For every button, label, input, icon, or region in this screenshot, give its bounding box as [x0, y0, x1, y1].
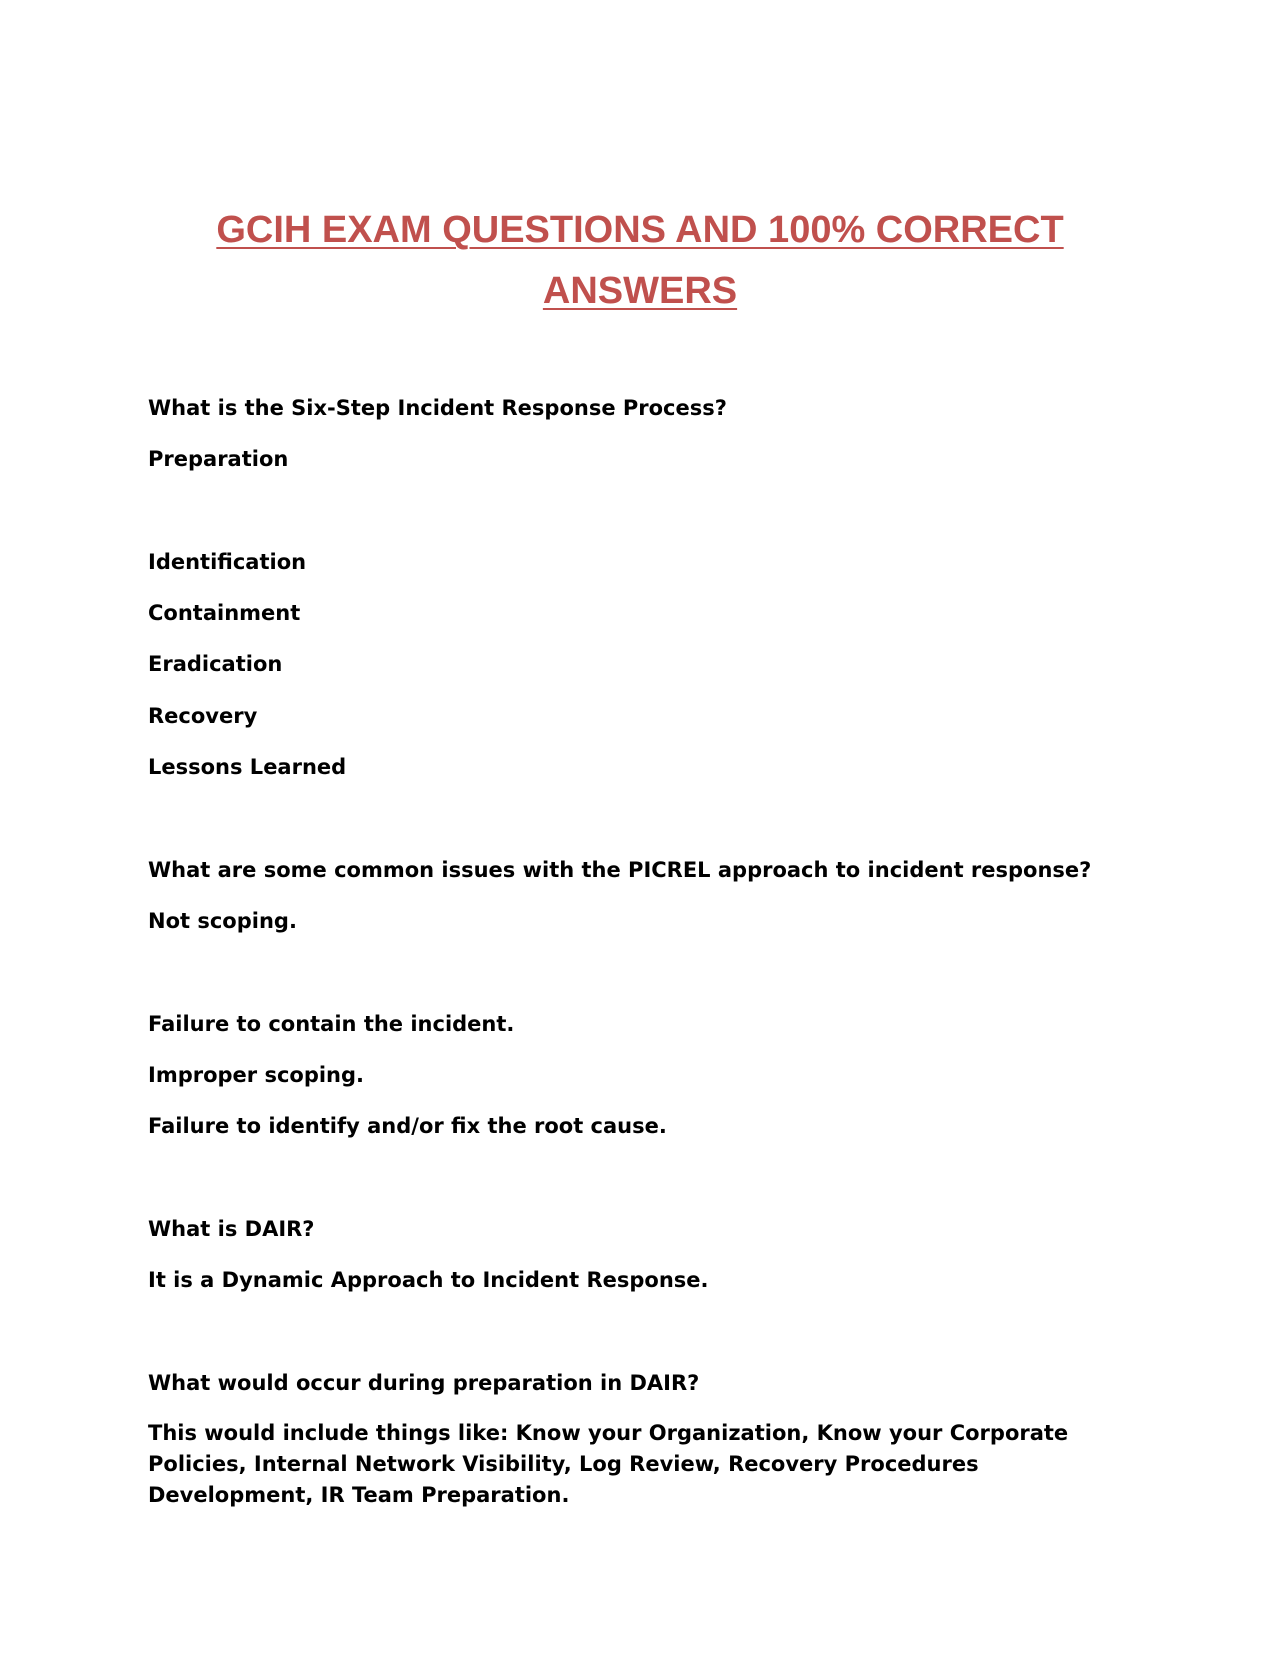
answer-line: It is a Dynamic Approach to Incident Response.: [148, 1268, 709, 1292]
document-title: GCIH EXAM QUESTIONS AND 100% CORRECT ANSWERS: [216, 209, 1064, 312]
question-dair: What is DAIR?: [148, 1217, 315, 1241]
question-picrel-issues: What are some common issues with the PICREL approach to incident response?: [148, 858, 1092, 882]
answer-line: Preparation: [148, 447, 289, 471]
answer-line: Recovery: [148, 704, 258, 728]
answer-line: Failure to contain the incident.: [148, 1012, 515, 1036]
answer-line: Identification: [148, 550, 307, 574]
question-dair-preparation: What would occur during preparation in DAIR?: [148, 1371, 700, 1395]
answer-line: Not scoping.: [148, 909, 297, 933]
question-six-step-process: What is the Six-Step Incident Response Process?: [148, 396, 727, 420]
answer-line: Eradication: [148, 652, 283, 676]
answer-paragraph: This would include things like: Know your Organization, Know your Corporate Policies, Internal Network Visibility, Log Review, Recovery Procedures Development, IR Team Preparation.: [148, 1421, 1069, 1507]
answer-line: Improper scoping.: [148, 1063, 365, 1087]
answer-line: Lessons Learned: [148, 755, 347, 779]
answer-line: Containment: [148, 601, 301, 625]
answer-line: Failure to identify and/or fix the root cause.: [148, 1114, 667, 1138]
